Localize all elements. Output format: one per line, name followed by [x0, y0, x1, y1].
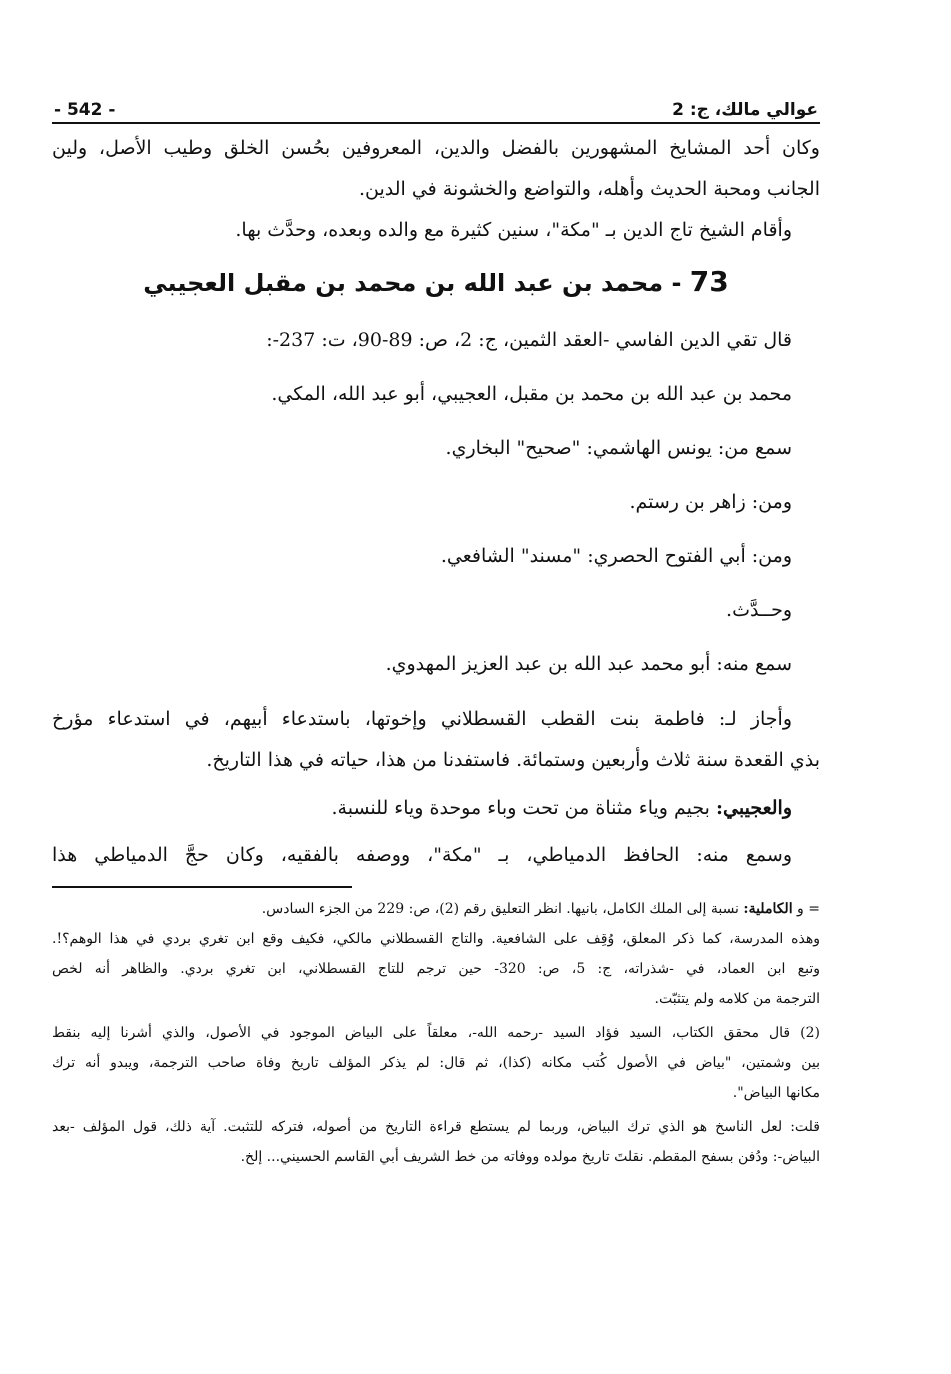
footnote-line: وهذه المدرسة، كما ذكر المعلق، وُقِف على الشافعية. والتاج القسطلاني مالكي، فكيف وقع ابن تغري بردي في هذا الوهم؟!.	[52, 931, 820, 947]
and-from-2: ومن: أبي الفتوح الحصري: "مسند" الشافعي.	[440, 545, 792, 567]
page-number: - 542 -	[54, 100, 116, 120]
and-from-1: ومن: زاهر بن رستم.	[629, 491, 792, 513]
main-text	[52, 128, 820, 876]
text-line: الجانب ومحبة الحديث وأهله، والتواضع والخشونة في الدين.	[358, 178, 820, 200]
footnote-marker: = و	[792, 901, 820, 917]
header-rule	[52, 122, 820, 124]
nisba-explanation	[52, 781, 820, 835]
heard-from-him: سمع منه: أبو محمد عبد الله بن عبد العزيز المهدوي.	[385, 653, 792, 675]
text-line: وأجاز لـ: فاطمة بنت القطب القسطلاني وإخوتها، باستدعاء أبيهم، في استدعاء مؤرخ	[52, 708, 792, 730]
footnotes	[52, 894, 820, 1172]
entry-number: 73	[689, 265, 729, 298]
footnote-line	[52, 894, 820, 924]
heard-from: سمع من: يونس الهاشمي: "صحيح" البخاري.	[445, 437, 792, 459]
page-header	[52, 92, 820, 120]
nisba-term: والعجيبي:	[716, 797, 792, 819]
text-line: بذي القعدة سنة ثلاث وأربعين وستمائة. فاستفدنا من هذا، حياته في هذا التاريخ.	[206, 749, 820, 771]
footnote-line: بين وشمتين، "بياض في الأصول كُتب مكانه (كذا)، ثم قال: لم يذكر المؤلف تاريخ وفاة صاحب الترجمة، ويبدو أنه ترك	[52, 1055, 820, 1071]
footnote-line: وتبع ابن العماد، في -شذراته، ج: 5، ص: 320- حين ترجم للتاج القسطلاني، ابن تغري بردي. والظاهر أنه لخص	[52, 961, 820, 977]
entry-heading	[52, 251, 820, 313]
book-page	[52, 92, 820, 1172]
biography-name: محمد بن عبد الله بن محمد بن مقبل، العجيبي، أبو عبد الله، المكي.	[271, 383, 792, 405]
text-line: وسمع منه: الحافظ الدمياطي، بـ "مكة"، ووصفه بالفقيه، وكان حجَّ الدمياطي هذا	[52, 844, 792, 866]
footnote-line: مكانها البياض".	[732, 1085, 820, 1101]
footnote-line: قلت: لعل الناسخ هو الذي ترك البياض، وربما لم يستطع قراءة التاريخ من أصوله، فتركه للتثبت. آية ذلك، قول المؤلف -بعد	[52, 1119, 820, 1135]
text-line: وأقام الشيخ تاج الدين بـ "مكة"، سنين كثيرة مع والده وبعده، وحدَّث بها.	[235, 219, 792, 241]
entry-title: - محمد بن عبد الله بن محمد بن مقبل العجيبي	[143, 269, 682, 297]
footnote-line: البياض-: ودُفن بسفح المقطم. نقلتَ تاريخ مولده ووفاته من خط الشريف أبي القاسم الحسيني... إلخ.	[240, 1149, 820, 1165]
footnote-term: الكاملية:	[743, 901, 793, 917]
source-citation: قال تقي الدين الفاسي -العقد الثمين، ج: 2، ص: 89-90، ت: 237-:	[266, 329, 792, 351]
footnote-line: الترجمة من كلامه ولم يتثبّت.	[654, 991, 820, 1007]
nisba-definition: بجيم وياء مثناة من تحت وباء موحدة وياء للنسبة.	[331, 797, 716, 819]
footnote-separator	[52, 886, 352, 888]
footnote-text: نسبة إلى الملك الكامل، بانيها. انظر التعليق رقم (2)، ص: 229 من الجزء السادس.	[261, 901, 744, 917]
text-line: وكان أحد المشايخ المشهورين بالفضل والدين، المعروفين بحُسن الخلق وطيب الأصل، ولين	[52, 137, 820, 159]
running-title: عوالي مالك، ج: 2	[672, 100, 818, 120]
narrated: وحــدَّث.	[726, 599, 792, 621]
footnote-line: (2) قال محقق الكتاب، السيد فؤاد السيد -رحمه الله-، معلقاً على البياض الموجود في الأصول، والذي أشرنا إليه بنقط	[52, 1025, 820, 1041]
